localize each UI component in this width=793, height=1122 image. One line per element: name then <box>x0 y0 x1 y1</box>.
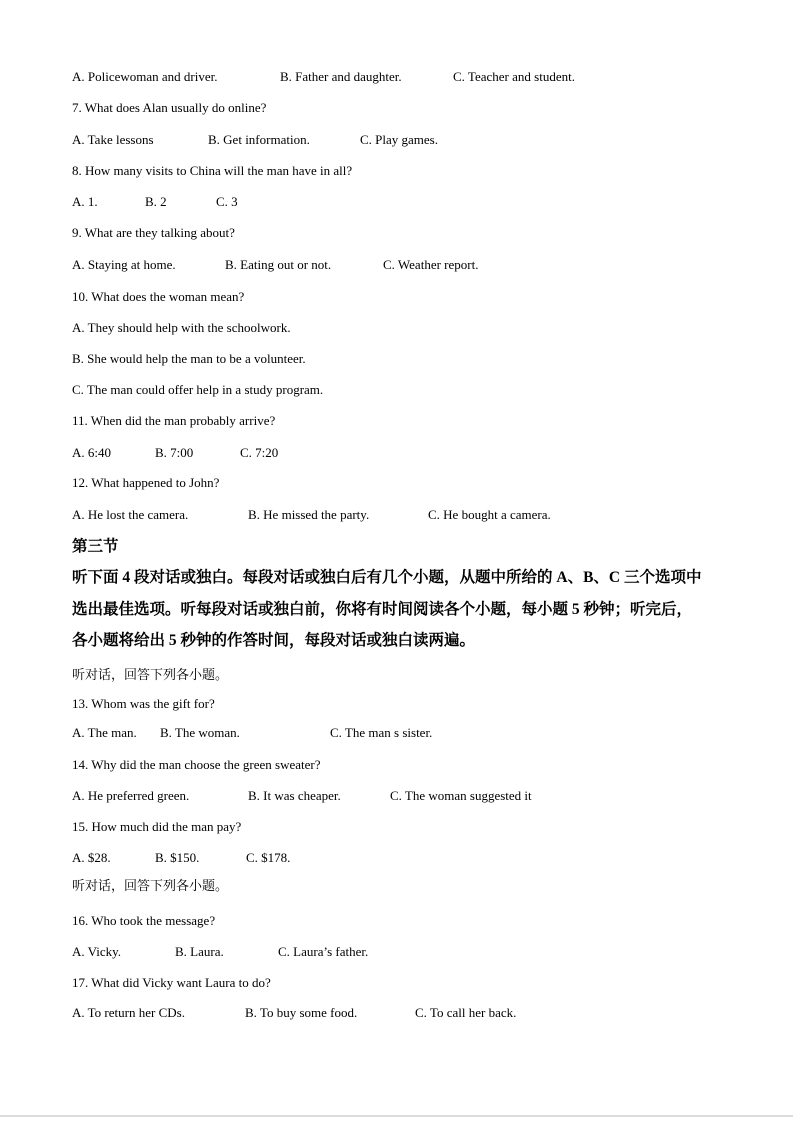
options-line-11 <box>0 444 793 466</box>
question-line-16 <box>0 912 793 934</box>
text-segment: C. He bought a camera. <box>428 507 551 522</box>
question-line-17 <box>0 974 793 996</box>
text-segment: C. Teacher and student. <box>453 69 575 84</box>
text-segment: 听对话，回答下列各小题。 <box>72 667 229 682</box>
text-segment: C. Weather report. <box>383 257 479 272</box>
options-line-9 <box>0 256 793 278</box>
options-line-7 <box>0 131 793 153</box>
option-line-10a <box>0 319 793 341</box>
text-segment: 17. What did Vicky want Laura to do? <box>72 975 271 990</box>
text-segment: B. It was cheaper. <box>248 788 341 803</box>
section-heading <box>0 536 793 558</box>
text-segment: A. To return her CDs. <box>72 1005 185 1020</box>
text-segment: A. $28. <box>72 850 111 865</box>
text-segment: B. Get information. <box>208 132 310 147</box>
text-segment: 11. When did the man probably arrive? <box>72 413 276 428</box>
text-segment: B. She would help the man to be a volunteer. <box>72 351 306 366</box>
text-segment: A. Take lessons <box>72 132 154 147</box>
text-segment: 9. What are they talking about? <box>72 225 235 240</box>
options-line-12 <box>0 506 793 528</box>
text-segment: B. He missed the party. <box>248 507 370 522</box>
question-line-10 <box>0 288 793 310</box>
question-line-8 <box>0 162 793 184</box>
text-segment: 10. What does the woman mean? <box>72 289 245 304</box>
text-segment: B. Eating out or not. <box>225 257 332 272</box>
instructions-line-2 <box>0 599 793 621</box>
options-line-6 <box>0 68 793 90</box>
instructions-line-1 <box>0 567 793 589</box>
text-segment: 各小题将给出 5 秒钟的作答时间，每段对话或独白读两遍。 <box>72 632 476 649</box>
question-line-15 <box>0 818 793 840</box>
text-segment: C. The woman suggested it <box>390 788 532 803</box>
options-line-15 <box>0 849 793 871</box>
text-segment: A. The man. <box>72 725 137 740</box>
text-segment: A. They should help with the schoolwork. <box>72 320 291 335</box>
text-segment: 15. How much did the man pay? <box>72 819 242 834</box>
text-segment: 第三节 <box>72 538 119 555</box>
options-line-17 <box>0 1004 793 1026</box>
question-line-13 <box>0 695 793 717</box>
text-segment: 听对话，回答下列各小题。 <box>72 878 229 893</box>
page-bottom-edge <box>0 1115 793 1117</box>
text-segment: C. The man s sister. <box>330 725 433 740</box>
option-line-10c <box>0 381 793 403</box>
text-segment: B. 2 <box>145 194 167 209</box>
question-line-7 <box>0 99 793 121</box>
dialog-prompt-2 <box>0 877 793 899</box>
text-segment: B. Father and daughter. <box>280 69 402 84</box>
text-segment: B. $150. <box>155 850 200 865</box>
text-segment: 16. Who took the message? <box>72 913 216 928</box>
dialog-prompt-1 <box>0 666 793 688</box>
text-segment: 8. How many visits to China will the man have in all? <box>72 163 353 178</box>
text-segment: 选出最佳选项。听每段对话或独白前，你将有时间阅读各个小题，每小题 5 秒钟；听完后， <box>72 601 693 618</box>
options-line-13 <box>0 724 793 746</box>
options-line-8 <box>0 193 793 215</box>
text-segment: A. 1. <box>72 194 98 209</box>
text-segment: 13. Whom was the gift for? <box>72 696 215 711</box>
text-segment: 14. Why did the man choose the green sweater? <box>72 757 321 772</box>
text-segment: 7. What does Alan usually do online? <box>72 100 267 115</box>
text-segment: B. Laura. <box>175 944 224 959</box>
text-segment: C. 3 <box>216 194 238 209</box>
text-segment: A. Vicky. <box>72 944 122 959</box>
text-segment: C. To call her back. <box>415 1005 517 1020</box>
instructions-line-3 <box>0 630 793 652</box>
question-line-9 <box>0 224 793 246</box>
option-line-10b <box>0 350 793 372</box>
options-line-16 <box>0 943 793 965</box>
text-segment: 听下面 4 段对话或独白。每段对话或独白后有几个小题，从题中所给的 A、B、C 三个选项中 <box>72 569 702 586</box>
text-segment: C. 7:20 <box>240 445 279 460</box>
text-segment: B. 7:00 <box>155 445 194 460</box>
text-segment: A. He lost the camera. <box>72 507 189 522</box>
text-segment: A. He preferred green. <box>72 788 190 803</box>
text-segment: C. The man could offer help in a study program. <box>72 382 324 397</box>
text-segment: A. Staying at home. <box>72 257 176 272</box>
options-line-14 <box>0 787 793 809</box>
question-line-12 <box>0 474 793 496</box>
text-segment: B. The woman. <box>160 725 240 740</box>
text-segment: A. 6:40 <box>72 445 111 460</box>
text-segment: B. To buy some food. <box>245 1005 358 1020</box>
text-segment: C. $178. <box>246 850 291 865</box>
text-segment: 12. What happened to John? <box>72 475 220 490</box>
question-line-11 <box>0 412 793 434</box>
text-segment: C. Laura’s father. <box>278 944 369 959</box>
text-segment: C. Play games. <box>360 132 438 147</box>
text-segment: A. Policewoman and driver. <box>72 69 218 84</box>
question-line-14 <box>0 756 793 778</box>
